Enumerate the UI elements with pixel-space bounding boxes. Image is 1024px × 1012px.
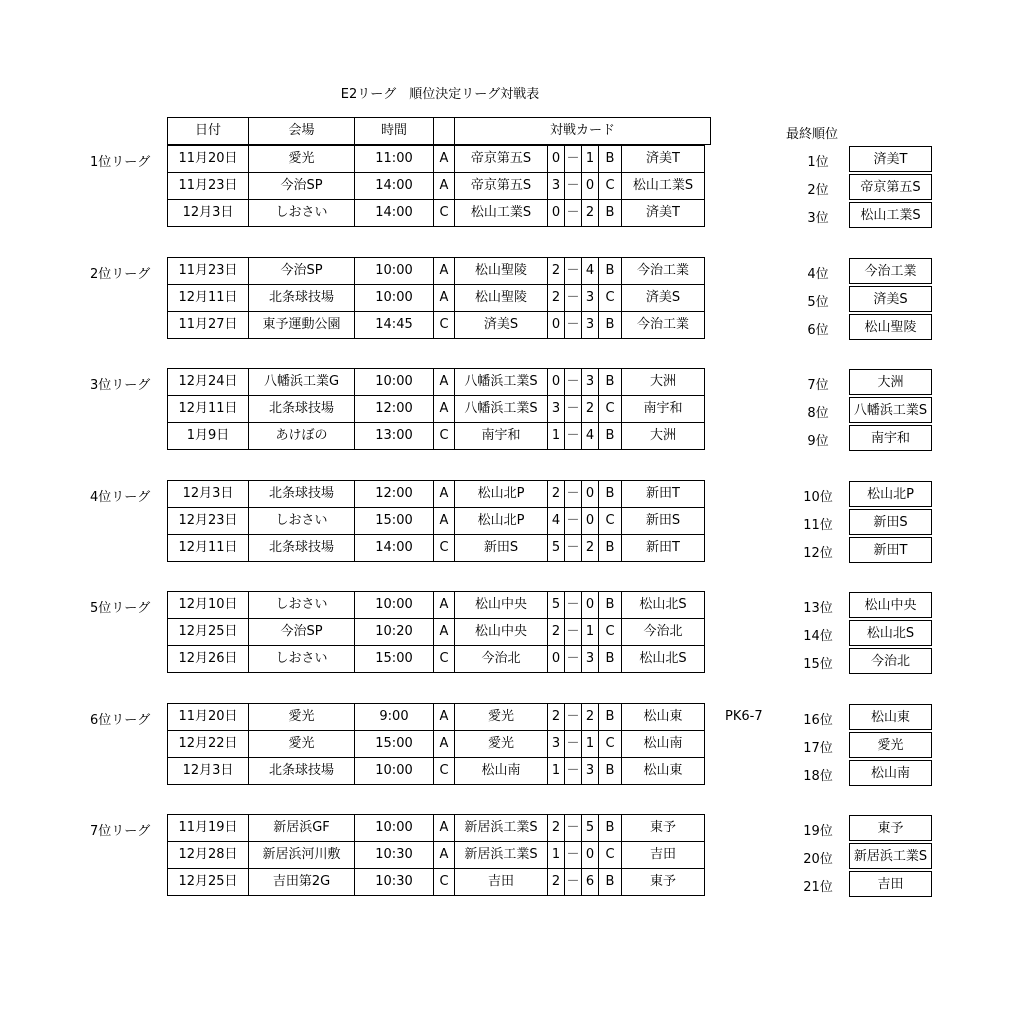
match-date: 12月24日	[168, 369, 249, 396]
match-venue: 愛光	[249, 146, 355, 173]
away-code: B	[599, 757, 622, 784]
away-team: 東予	[622, 815, 705, 842]
away-score: 6	[582, 869, 599, 896]
match-date: 12月28日	[168, 842, 249, 869]
final-rank-position: 2位	[807, 183, 829, 198]
table-row	[168, 284, 705, 311]
away-team: 済美T	[622, 146, 705, 173]
home-team: 愛光	[455, 730, 548, 757]
away-code: B	[599, 369, 622, 396]
score-dash: －	[565, 869, 582, 896]
home-team: 松山聖陵	[455, 284, 548, 311]
code-column-header	[434, 118, 455, 145]
final-rank-position: 8位	[807, 406, 829, 421]
away-team: 松山東	[622, 703, 705, 730]
score-dash: －	[565, 480, 582, 507]
away-code: C	[599, 730, 622, 757]
score-dash: －	[565, 396, 582, 423]
home-team: 松山中央	[455, 592, 548, 619]
match-time: 10:00	[355, 369, 434, 396]
match-time: 10:00	[355, 757, 434, 784]
final-rank-team: 松山聖陵	[849, 314, 932, 340]
away-code: B	[599, 646, 622, 673]
final-rank-team: 松山工業S	[849, 202, 932, 228]
away-score: 2	[582, 396, 599, 423]
home-team: 八幡浜工業S	[455, 396, 548, 423]
home-team: 松山南	[455, 757, 548, 784]
match-venue: 八幡浜工業G	[249, 369, 355, 396]
match-venue: 北条球技場	[249, 534, 355, 561]
match-date: 12月3日	[168, 200, 249, 227]
home-code: A	[434, 480, 455, 507]
league-match-table	[167, 257, 705, 339]
home-score: 3	[548, 396, 565, 423]
final-rank-team: 愛光	[849, 732, 932, 758]
home-code: C	[434, 757, 455, 784]
final-rank-team: 南宇和	[849, 425, 932, 451]
home-code: A	[434, 619, 455, 646]
match-date: 12月10日	[168, 592, 249, 619]
match-time: 10:30	[355, 842, 434, 869]
match-time: 10:20	[355, 619, 434, 646]
final-rank-position: 19位	[803, 824, 833, 839]
away-score: 1	[582, 146, 599, 173]
match-time: 11:00	[355, 146, 434, 173]
away-code: B	[599, 257, 622, 284]
away-score: 3	[582, 369, 599, 396]
league-match-table	[167, 368, 705, 450]
home-code: A	[434, 842, 455, 869]
match-time: 14:00	[355, 173, 434, 200]
match-date: 11月23日	[168, 173, 249, 200]
score-dash: －	[565, 257, 582, 284]
score-dash: －	[565, 646, 582, 673]
pk-note: PK6-7	[725, 708, 763, 724]
home-score: 0	[548, 369, 565, 396]
table-row	[168, 423, 705, 450]
match-time: 14:45	[355, 311, 434, 338]
match-time: 12:00	[355, 480, 434, 507]
match-date: 11月19日	[168, 815, 249, 842]
home-score: 2	[548, 869, 565, 896]
final-rank-team: 松山北S	[849, 620, 932, 646]
away-code: B	[599, 869, 622, 896]
table-row	[168, 257, 705, 284]
match-time: 14:00	[355, 200, 434, 227]
away-team: 今治工業	[622, 257, 705, 284]
final-rank-team: 新田S	[849, 509, 932, 535]
final-rank-position: 4位	[807, 266, 829, 282]
away-team: 済美T	[622, 200, 705, 227]
match-time: 15:00	[355, 730, 434, 757]
away-team: 大洲	[622, 423, 705, 450]
home-code: C	[434, 646, 455, 673]
match-date: 11月20日	[168, 146, 249, 173]
time-column-header: 時間	[355, 118, 434, 145]
match-venue: 今治SP	[249, 257, 355, 284]
away-code: B	[599, 423, 622, 450]
home-score: 3	[548, 730, 565, 757]
final-rank-team: 済美S	[849, 286, 932, 312]
home-code: A	[434, 592, 455, 619]
table-row	[168, 815, 705, 842]
away-team: 松山北S	[622, 646, 705, 673]
score-dash: －	[565, 842, 582, 869]
page-title: E2リーグ 順位決定リーグ対戦表	[340, 87, 540, 102]
home-score: 1	[548, 757, 565, 784]
home-code: A	[434, 703, 455, 730]
home-team: 松山北P	[455, 507, 548, 534]
home-score: 0	[548, 146, 565, 173]
home-code: C	[434, 200, 455, 227]
home-score: 2	[548, 480, 565, 507]
final-rank-position: 18位	[803, 768, 833, 784]
away-score: 0	[582, 842, 599, 869]
match-date: 12月11日	[168, 534, 249, 561]
away-code: C	[599, 396, 622, 423]
table-row	[168, 646, 705, 673]
match-time: 10:00	[355, 257, 434, 284]
home-team: 新田S	[455, 534, 548, 561]
league-label: 5位リーグ	[90, 601, 151, 616]
away-team: 松山北S	[622, 592, 705, 619]
match-time: 10:00	[355, 284, 434, 311]
final-rank-position: 9位	[807, 434, 829, 449]
score-dash: －	[565, 815, 582, 842]
score-dash: －	[565, 146, 582, 173]
final-rank-team: 新居浜工業S	[849, 843, 932, 869]
final-rank-team: 今治北	[849, 648, 932, 674]
home-score: 2	[548, 619, 565, 646]
home-code: A	[434, 507, 455, 534]
final-rank-team: 松山南	[849, 760, 932, 786]
match-time: 15:00	[355, 507, 434, 534]
match-venue: 今治SP	[249, 173, 355, 200]
match-date: 1月9日	[168, 423, 249, 450]
match-date: 12月3日	[168, 480, 249, 507]
match-time: 14:00	[355, 534, 434, 561]
match-venue: しおさい	[249, 200, 355, 227]
final-rank-team: 東予	[849, 815, 932, 841]
match-venue: 東予運動公園	[249, 311, 355, 338]
match-venue: 愛光	[249, 730, 355, 757]
final-rank-position: 6位	[807, 322, 829, 338]
away-code: B	[599, 200, 622, 227]
away-code: C	[599, 619, 622, 646]
home-code: A	[434, 146, 455, 173]
table-row	[168, 619, 705, 646]
away-code: C	[599, 507, 622, 534]
match-date: 11月27日	[168, 311, 249, 338]
score-dash: －	[565, 311, 582, 338]
table-row	[168, 592, 705, 619]
final-rank-team: 済美T	[849, 146, 932, 172]
league-label: 6位リーグ	[90, 712, 151, 728]
match-date: 12月23日	[168, 507, 249, 534]
table-row	[168, 146, 705, 173]
away-score: 3	[582, 757, 599, 784]
table-row	[168, 311, 705, 338]
home-score: 0	[548, 646, 565, 673]
final-rank-position: 17位	[803, 740, 833, 756]
home-team: 帝京第五S	[455, 146, 548, 173]
final-rank-position: 7位	[807, 378, 829, 393]
away-team: 東予	[622, 869, 705, 896]
away-score: 3	[582, 311, 599, 338]
home-team: 今治北	[455, 646, 548, 673]
match-date: 12月11日	[168, 396, 249, 423]
home-team: 新居浜工業S	[455, 815, 548, 842]
home-code: C	[434, 311, 455, 338]
league-match-table	[167, 814, 705, 896]
table-row	[168, 173, 705, 200]
home-code: A	[434, 396, 455, 423]
home-code: A	[434, 730, 455, 757]
final-rank-position: 13位	[803, 601, 833, 616]
score-dash: －	[565, 757, 582, 784]
away-code: B	[599, 592, 622, 619]
home-code: A	[434, 284, 455, 311]
match-time: 15:00	[355, 646, 434, 673]
away-score: 4	[582, 423, 599, 450]
final-rank-header: 最終順位	[786, 127, 839, 142]
match-venue: しおさい	[249, 646, 355, 673]
final-rank-position: 21位	[803, 880, 833, 895]
score-dash: －	[565, 703, 582, 730]
league-label: 4位リーグ	[90, 489, 151, 505]
venue-column-header: 会場	[249, 118, 355, 145]
final-rank-team: 八幡浜工業S	[849, 397, 932, 423]
score-dash: －	[565, 619, 582, 646]
home-code: A	[434, 173, 455, 200]
match-card-column-header: 対戦カード	[455, 118, 711, 145]
home-score: 2	[548, 703, 565, 730]
final-rank-position: 5位	[807, 294, 829, 310]
away-score: 2	[582, 534, 599, 561]
final-rank-position: 14位	[803, 629, 833, 644]
away-code: C	[599, 173, 622, 200]
match-venue: 北条球技場	[249, 757, 355, 784]
home-score: 4	[548, 507, 565, 534]
home-code: C	[434, 423, 455, 450]
table-row	[168, 842, 705, 869]
match-venue: 新居浜河川敷	[249, 842, 355, 869]
final-rank-position: 15位	[803, 657, 833, 672]
away-score: 3	[582, 284, 599, 311]
away-team: 南宇和	[622, 396, 705, 423]
away-team: 松山工業S	[622, 173, 705, 200]
final-rank-team: 帝京第五S	[849, 174, 932, 200]
score-dash: －	[565, 423, 582, 450]
final-rank-team: 大洲	[849, 369, 932, 395]
away-score: 1	[582, 730, 599, 757]
away-code: B	[599, 815, 622, 842]
away-score: 0	[582, 592, 599, 619]
match-venue: 吉田第2G	[249, 869, 355, 896]
match-date: 12月11日	[168, 284, 249, 311]
home-score: 5	[548, 592, 565, 619]
final-rank-position: 16位	[803, 712, 833, 728]
away-team: 大洲	[622, 369, 705, 396]
score-dash: －	[565, 173, 582, 200]
away-team: 松山南	[622, 730, 705, 757]
home-code: C	[434, 534, 455, 561]
final-rank-team: 松山東	[849, 704, 932, 730]
final-rank-position: 3位	[807, 211, 829, 226]
final-rank-position: 11位	[803, 517, 833, 533]
home-score: 2	[548, 257, 565, 284]
home-code: A	[434, 257, 455, 284]
match-time: 12:00	[355, 396, 434, 423]
table-row	[168, 534, 705, 561]
away-team: 新田S	[622, 507, 705, 534]
match-time: 13:00	[355, 423, 434, 450]
table-row	[168, 730, 705, 757]
home-team: 松山中央	[455, 619, 548, 646]
final-rank-team: 吉田	[849, 871, 932, 897]
score-dash: －	[565, 507, 582, 534]
match-time: 10:00	[355, 815, 434, 842]
match-date: 11月20日	[168, 703, 249, 730]
away-code: B	[599, 534, 622, 561]
final-rank-team: 松山北P	[849, 481, 932, 507]
score-dash: －	[565, 200, 582, 227]
home-score: 2	[548, 284, 565, 311]
final-rank-position: 1位	[807, 155, 829, 170]
home-code: C	[434, 869, 455, 896]
final-rank-team: 松山中央	[849, 592, 932, 618]
league-label: 7位リーグ	[90, 824, 151, 839]
final-rank-position: 10位	[803, 489, 833, 505]
final-rank-position: 20位	[803, 852, 833, 867]
away-team: 済美S	[622, 284, 705, 311]
league-label: 3位リーグ	[90, 378, 151, 393]
score-dash: －	[565, 592, 582, 619]
away-code: B	[599, 146, 622, 173]
away-score: 2	[582, 200, 599, 227]
score-dash: －	[565, 534, 582, 561]
away-score: 0	[582, 480, 599, 507]
match-venue: しおさい	[249, 592, 355, 619]
score-dash: －	[565, 730, 582, 757]
away-score: 0	[582, 173, 599, 200]
match-venue: 新居浜GF	[249, 815, 355, 842]
match-venue: あけぼの	[249, 423, 355, 450]
home-score: 3	[548, 173, 565, 200]
table-row	[168, 703, 705, 730]
home-team: 松山聖陵	[455, 257, 548, 284]
league-match-table	[167, 145, 705, 227]
away-team: 吉田	[622, 842, 705, 869]
league-label: 1位リーグ	[90, 155, 151, 170]
column-header-row	[167, 117, 711, 145]
away-team: 新田T	[622, 534, 705, 561]
home-score: 1	[548, 423, 565, 450]
away-score: 5	[582, 815, 599, 842]
table-row	[168, 480, 705, 507]
match-venue: 北条球技場	[249, 284, 355, 311]
away-code: B	[599, 311, 622, 338]
home-team: 松山工業S	[455, 200, 548, 227]
home-score: 0	[548, 200, 565, 227]
away-team: 今治工業	[622, 311, 705, 338]
match-time: 10:00	[355, 592, 434, 619]
match-date: 12月25日	[168, 869, 249, 896]
score-dash: －	[565, 284, 582, 311]
home-team: 吉田	[455, 869, 548, 896]
league-label: 2位リーグ	[90, 266, 151, 282]
final-rank-position: 12位	[803, 545, 833, 561]
final-rank-team: 新田T	[849, 537, 932, 563]
table-row	[168, 757, 705, 784]
match-venue: 愛光	[249, 703, 355, 730]
home-code: A	[434, 369, 455, 396]
match-date: 12月26日	[168, 646, 249, 673]
away-score: 0	[582, 507, 599, 534]
away-team: 今治北	[622, 619, 705, 646]
match-date: 12月3日	[168, 757, 249, 784]
away-score: 3	[582, 646, 599, 673]
league-match-table	[167, 591, 705, 673]
match-date: 11月23日	[168, 257, 249, 284]
home-score: 0	[548, 311, 565, 338]
away-code: B	[599, 480, 622, 507]
match-date: 12月22日	[168, 730, 249, 757]
score-dash: －	[565, 369, 582, 396]
match-date: 12月25日	[168, 619, 249, 646]
table-row	[168, 200, 705, 227]
match-venue: 北条球技場	[249, 480, 355, 507]
away-code: C	[599, 284, 622, 311]
table-row	[168, 507, 705, 534]
match-time: 10:30	[355, 869, 434, 896]
home-score: 5	[548, 534, 565, 561]
match-time: 9:00	[355, 703, 434, 730]
home-code: A	[434, 815, 455, 842]
away-score: 4	[582, 257, 599, 284]
table-row	[168, 869, 705, 896]
home-team: 愛光	[455, 703, 548, 730]
league-match-table	[167, 480, 705, 562]
away-score: 1	[582, 619, 599, 646]
home-team: 松山北P	[455, 480, 548, 507]
home-team: 南宇和	[455, 423, 548, 450]
date-column-header: 日付	[168, 118, 249, 145]
table-row	[168, 369, 705, 396]
home-team: 済美S	[455, 311, 548, 338]
home-team: 八幡浜工業S	[455, 369, 548, 396]
away-team: 新田T	[622, 480, 705, 507]
league-match-table	[167, 703, 705, 785]
match-venue: しおさい	[249, 507, 355, 534]
home-team: 帝京第五S	[455, 173, 548, 200]
final-rank-team: 今治工業	[849, 258, 932, 284]
away-code: B	[599, 703, 622, 730]
home-score: 2	[548, 815, 565, 842]
away-code: C	[599, 842, 622, 869]
away-score: 2	[582, 703, 599, 730]
home-score: 1	[548, 842, 565, 869]
home-team: 新居浜工業S	[455, 842, 548, 869]
table-row	[168, 396, 705, 423]
away-team: 松山東	[622, 757, 705, 784]
match-venue: 北条球技場	[249, 396, 355, 423]
match-venue: 今治SP	[249, 619, 355, 646]
